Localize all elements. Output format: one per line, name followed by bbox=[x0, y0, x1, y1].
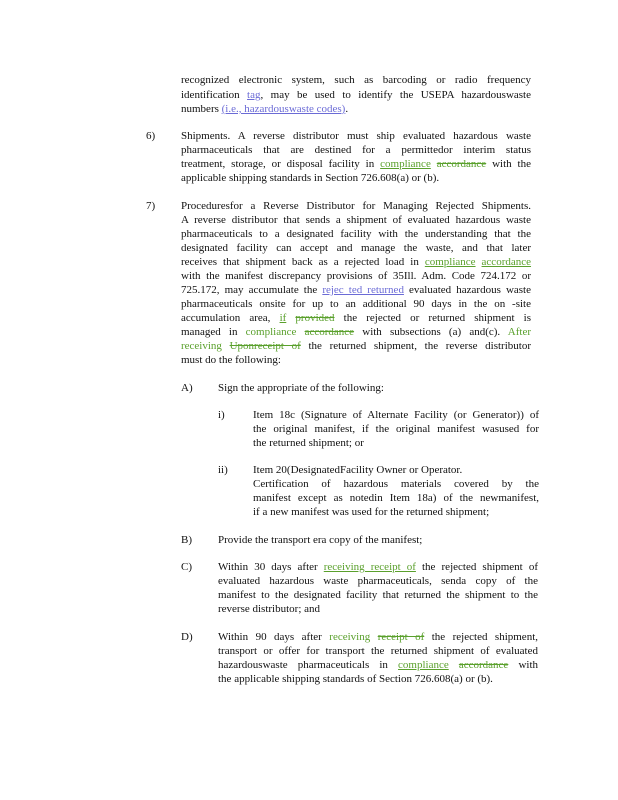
sub-b-label: B) bbox=[181, 534, 192, 546]
inserted-text: (i.e., hazardouswaste codes) bbox=[221, 103, 346, 115]
deleted-text: receipt of bbox=[377, 631, 425, 643]
sub-c-line-2: evaluated hazardous waste pharmaceuticals, senda copy of the bbox=[218, 575, 538, 587]
sub-c-line-4: reverse distributor; and bbox=[218, 603, 321, 615]
item-7-line-8: pharmaceuticals onsite for up to an additional 90 days in the on -site bbox=[181, 298, 531, 310]
sub-a-i-label: i) bbox=[218, 409, 225, 421]
sub-a-line-1: Sign the appropriate of the following: bbox=[218, 382, 384, 394]
sub-c-line-3: manifest to the designated facility that returned the shipment to the bbox=[218, 589, 538, 601]
intro-line-3: numbers (i.e., hazardouswaste codes). bbox=[181, 103, 349, 115]
sub-d-label: D) bbox=[181, 631, 193, 643]
item-6-label: 6) bbox=[146, 130, 156, 142]
sub-d-line-3: hazardouswaste pharmaceuticals in compliance accordance with bbox=[218, 659, 539, 671]
item-7-label: 7) bbox=[146, 200, 156, 212]
inserted-text: receiving receipt of bbox=[323, 561, 416, 573]
sub-a-ii-line-3: manifest except as notedin Item 18a) of the newmanifest, bbox=[253, 492, 539, 504]
item-7-line-4: designated facility can accept and manage the waste, and that later bbox=[181, 242, 531, 254]
deleted-text: Uponreceipt of bbox=[229, 340, 301, 352]
inserted-text: rejec ted returned bbox=[322, 284, 404, 296]
deleted-text: accordance bbox=[458, 659, 509, 671]
sub-a-i-line-2: the original manifest, if the original manifest wasused for bbox=[253, 423, 539, 435]
intro-line-2: identification tag, may be used to identify the USEPA hazardouswaste bbox=[181, 89, 531, 101]
item-7-line-5: receives that shipment back as a rejected load in compliance accordance bbox=[181, 256, 532, 268]
item-7-line-12: must do the following: bbox=[181, 354, 281, 366]
inserted-text: if bbox=[279, 312, 287, 324]
item-6-line-4: applicable shipping standards in Section 726.608(a) or (b). bbox=[181, 172, 440, 184]
item-7-line-1: Proceduresfor a Reverse Distributor for Managing Rejected Shipments. bbox=[181, 200, 531, 212]
sub-d-line-2: transport or offer for transport the returned shipment of evaluated bbox=[218, 645, 538, 657]
inserted-text: compliance bbox=[245, 326, 297, 338]
item-6-line-1: Shipments. A reverse distributor must ship evaluated hazardous waste bbox=[181, 130, 531, 142]
intro-line-1: recognized electronic system, such as barcoding or radio frequency bbox=[181, 74, 531, 86]
sub-a-label: A) bbox=[181, 382, 193, 394]
sub-a-ii-line-1: Item 20(DesignatedFacility Owner or Operator. bbox=[253, 464, 463, 476]
sub-c-label: C) bbox=[181, 561, 192, 573]
inserted-text: After bbox=[507, 326, 531, 338]
inserted-text: compliance bbox=[398, 659, 449, 671]
sub-c-line-1: Within 30 days after receiving receipt of the rejected shipment of bbox=[218, 561, 538, 573]
item-6-line-3: treatment, storage, or disposal facility in compliance accordance with the bbox=[181, 158, 531, 170]
sub-a-ii-line-2: Certification of hazardous materials covered by the bbox=[253, 478, 539, 490]
item-7-line-3: pharmaceuticals to a designated facility with the understanding that the bbox=[181, 228, 531, 240]
deleted-text: accordance bbox=[436, 158, 487, 170]
item-6-line-2: pharmaceuticals that are destined for a permittedor interim status bbox=[181, 144, 531, 156]
inserted-text: tag bbox=[247, 89, 261, 101]
inserted-text: receiving bbox=[181, 340, 222, 352]
item-7-line-6: with the manifest discrepancy provisions of 35Ill. Adm. Code 724.172 or bbox=[181, 270, 531, 282]
sub-a-i-line-1: Item 18c (Signature of Alternate Facility (or Generator)) of bbox=[253, 409, 539, 421]
inserted-text: receiving bbox=[329, 631, 371, 643]
deleted-text: provided bbox=[295, 312, 335, 324]
deleted-text: accordance bbox=[304, 326, 355, 338]
item-7-line-11: receiving Uponreceipt of the returned shipment, the reverse distributor bbox=[181, 340, 531, 352]
item-7-line-10: managed in compliance accordance with subsections (a) and(c). After bbox=[181, 326, 531, 338]
item-7-line-2: A reverse distributor that sends a shipment of evaluated hazardous waste bbox=[181, 214, 531, 226]
sub-b-line-1: Provide the transport era copy of the manifest; bbox=[218, 534, 423, 546]
sub-a-ii-line-4: if a new manifest was used for the returned shipment; bbox=[253, 506, 490, 518]
sub-d-line-1: Within 90 days after receiving receipt of the rejected shipment, bbox=[218, 631, 538, 643]
inserted-text: compliance bbox=[380, 158, 431, 170]
sub-a-i-line-3: the returned shipment; or bbox=[253, 437, 364, 449]
inserted-text: accordance bbox=[481, 256, 532, 268]
item-7-line-9: accumulation area, if provided the rejected or returned shipment is bbox=[181, 312, 531, 324]
sub-d-line-4: the applicable shipping standards of Section 726.608(a) or (b). bbox=[218, 673, 493, 685]
inserted-text: compliance bbox=[424, 256, 476, 268]
item-7-line-7: 725.172, may accumulate the rejec ted returned evaluated hazardous waste bbox=[181, 284, 531, 296]
sub-a-ii-label: ii) bbox=[218, 464, 228, 476]
